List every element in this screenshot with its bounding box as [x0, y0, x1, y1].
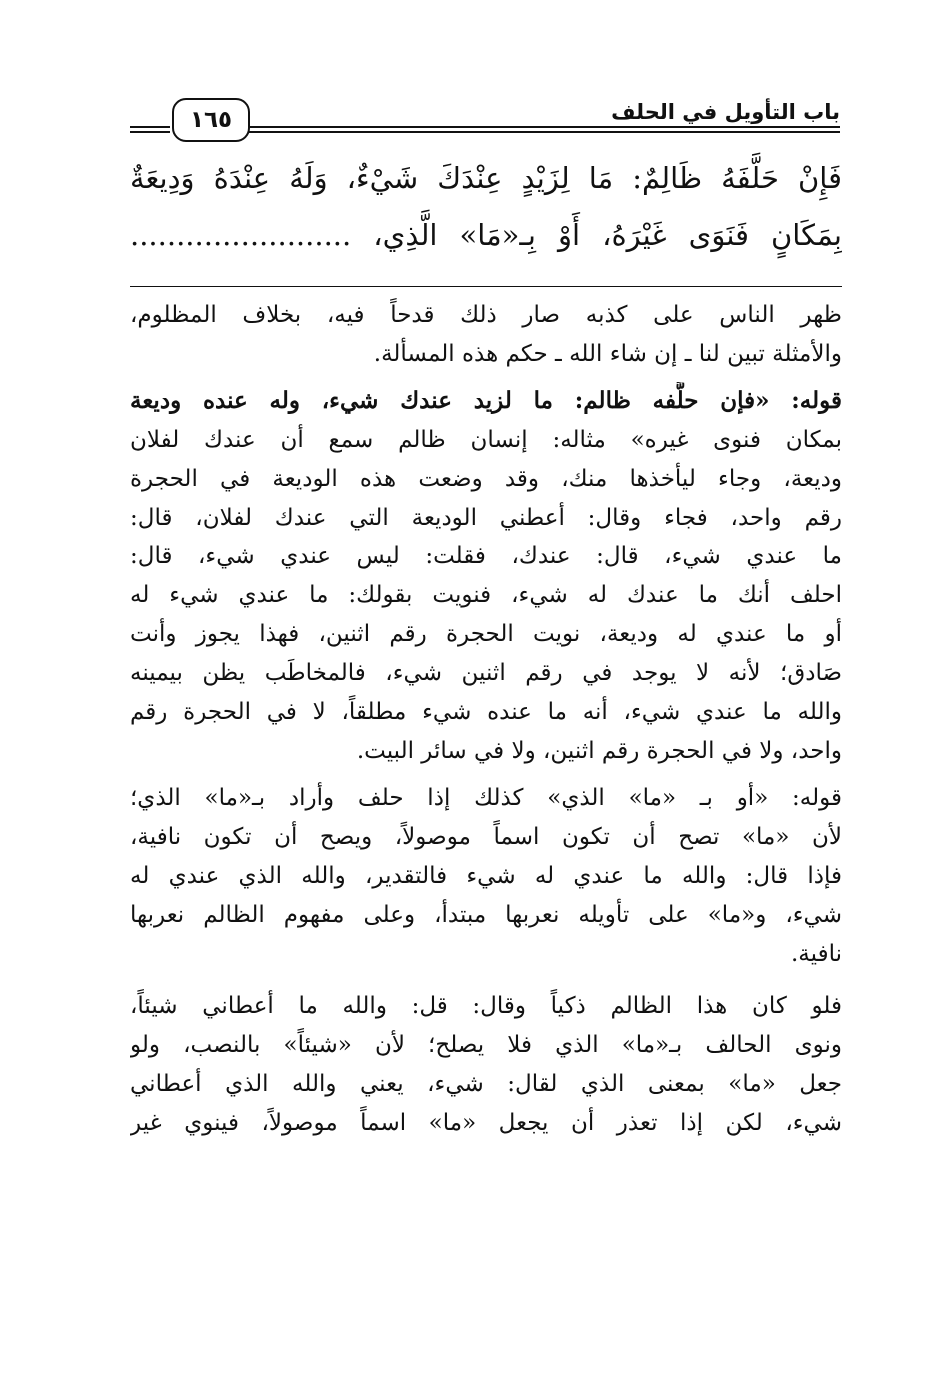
text-line: ونوى الحالف بـ«ما» الذي فلا يصلح؛ لأن «شيئاً» بالنصب، ولو [130, 1032, 842, 1059]
text-line: لأن «ما» تصح أن تكون اسماً موصولاً، ويصح أن تكون نافية، [130, 823, 842, 850]
paragraph [130, 382, 842, 771]
paragraph [130, 779, 842, 974]
text-line: والله ما عندي شيء، أنه ما عنده شيء مطلقاً، لا في الحجرة رقم [130, 699, 842, 726]
header-rule [130, 126, 170, 128]
text-line: وديعة، وجاء ليأخذها منك، وقد وضعت هذه الوديعة في الحجرة [130, 465, 842, 492]
text-line: فإذا قال: والله ما عندي له شيء فالتقدير، والله الذي عندي له [130, 862, 842, 889]
matn-line: فَإِنْ حَلَّفَهُ ظَالِمٌ: مَا لِزَيْدٍ عِنْدَكَ شَيْءٌ، وَلَهُ عِنْدَهُ وَدِيعَةٌ [130, 161, 842, 195]
text-line: فلو كان هذا الظالم ذكياً وقال: قل: والله ما أعطاني شيئاً، [130, 993, 842, 1020]
text-line: بمكان فنوى غيره» مثاله: إنسان ظالم سمع أن عندك لفلان [130, 426, 842, 453]
commentary [130, 296, 842, 1143]
text-line: احلف أنك ما عندك له شيء، فنويت بقولك: ما عندي شيء له [130, 582, 842, 609]
paragraph [130, 296, 842, 374]
header-rule [248, 126, 840, 128]
text-line: ظهر الناس على كذبه صار ذلك قدحاً فيه، بخلاف المظلوم، [130, 302, 842, 328]
text-line: قوله: «أو بـ «ما» الذي» كذلك إذا حلف وأراد بـ«ما» الذي؛ [130, 784, 842, 811]
text-line: قوله: «فإن حلَّفه ظالم: ما لزيد عندك شيء، وله عنده وديعة [130, 386, 842, 414]
text-line: ما عندي شيء، قال: عندك، فقلت: ليس عندي شيء، قال: [130, 543, 842, 570]
header-rule [248, 131, 840, 133]
page-number: ١٦٥ [172, 98, 250, 142]
matn-line: بِمَكَانٍ فَنَوَى غَيْرَهُ، أَوْ بِـ«مَا» الَّذِي، ........................ [130, 218, 842, 252]
matn-text [130, 150, 842, 264]
text-line: شيء، لكن إذا تعذر أن يجعل «ما» اسماً موصولاً، فينوي غير [130, 1110, 842, 1137]
running-title: باب التأويل في الحلف [603, 100, 840, 124]
text-line: والأمثلة تبين لنا ـ إن شاء الله ـ حكم هذه المسألة. [373, 340, 842, 367]
text-line: شيء، و«ما» على تأويله نعربها مبتدأ، وعلى مفهوم الظالم نعربها [130, 901, 842, 928]
text-line: أو ما عندي له وديعة، نويت الحجرة رقم اثنين، فهذا يجوز وأنت [130, 621, 842, 648]
text-line: واحد، ولا في الحجرة رقم اثنين، ولا في سائر البيت. [356, 737, 842, 764]
text-line: جعل «ما» بمعنى الذي لقال: شيء، يعني والله الذي أعطاني [130, 1071, 842, 1098]
header-rule [130, 131, 170, 133]
text-line: نافية. [791, 940, 842, 967]
matn-divider [130, 286, 842, 287]
paragraph [130, 987, 842, 1143]
text-line: صَادق؛ لأنه لا يوجد في رقم اثنين شيء، فالمخاطَب يظن بيمينه [130, 660, 842, 687]
text-line: رقم واحد، فجاء وقال: أعطني الوديعة التي عندك لفلان، قال: [130, 504, 842, 531]
page-header [130, 94, 840, 144]
